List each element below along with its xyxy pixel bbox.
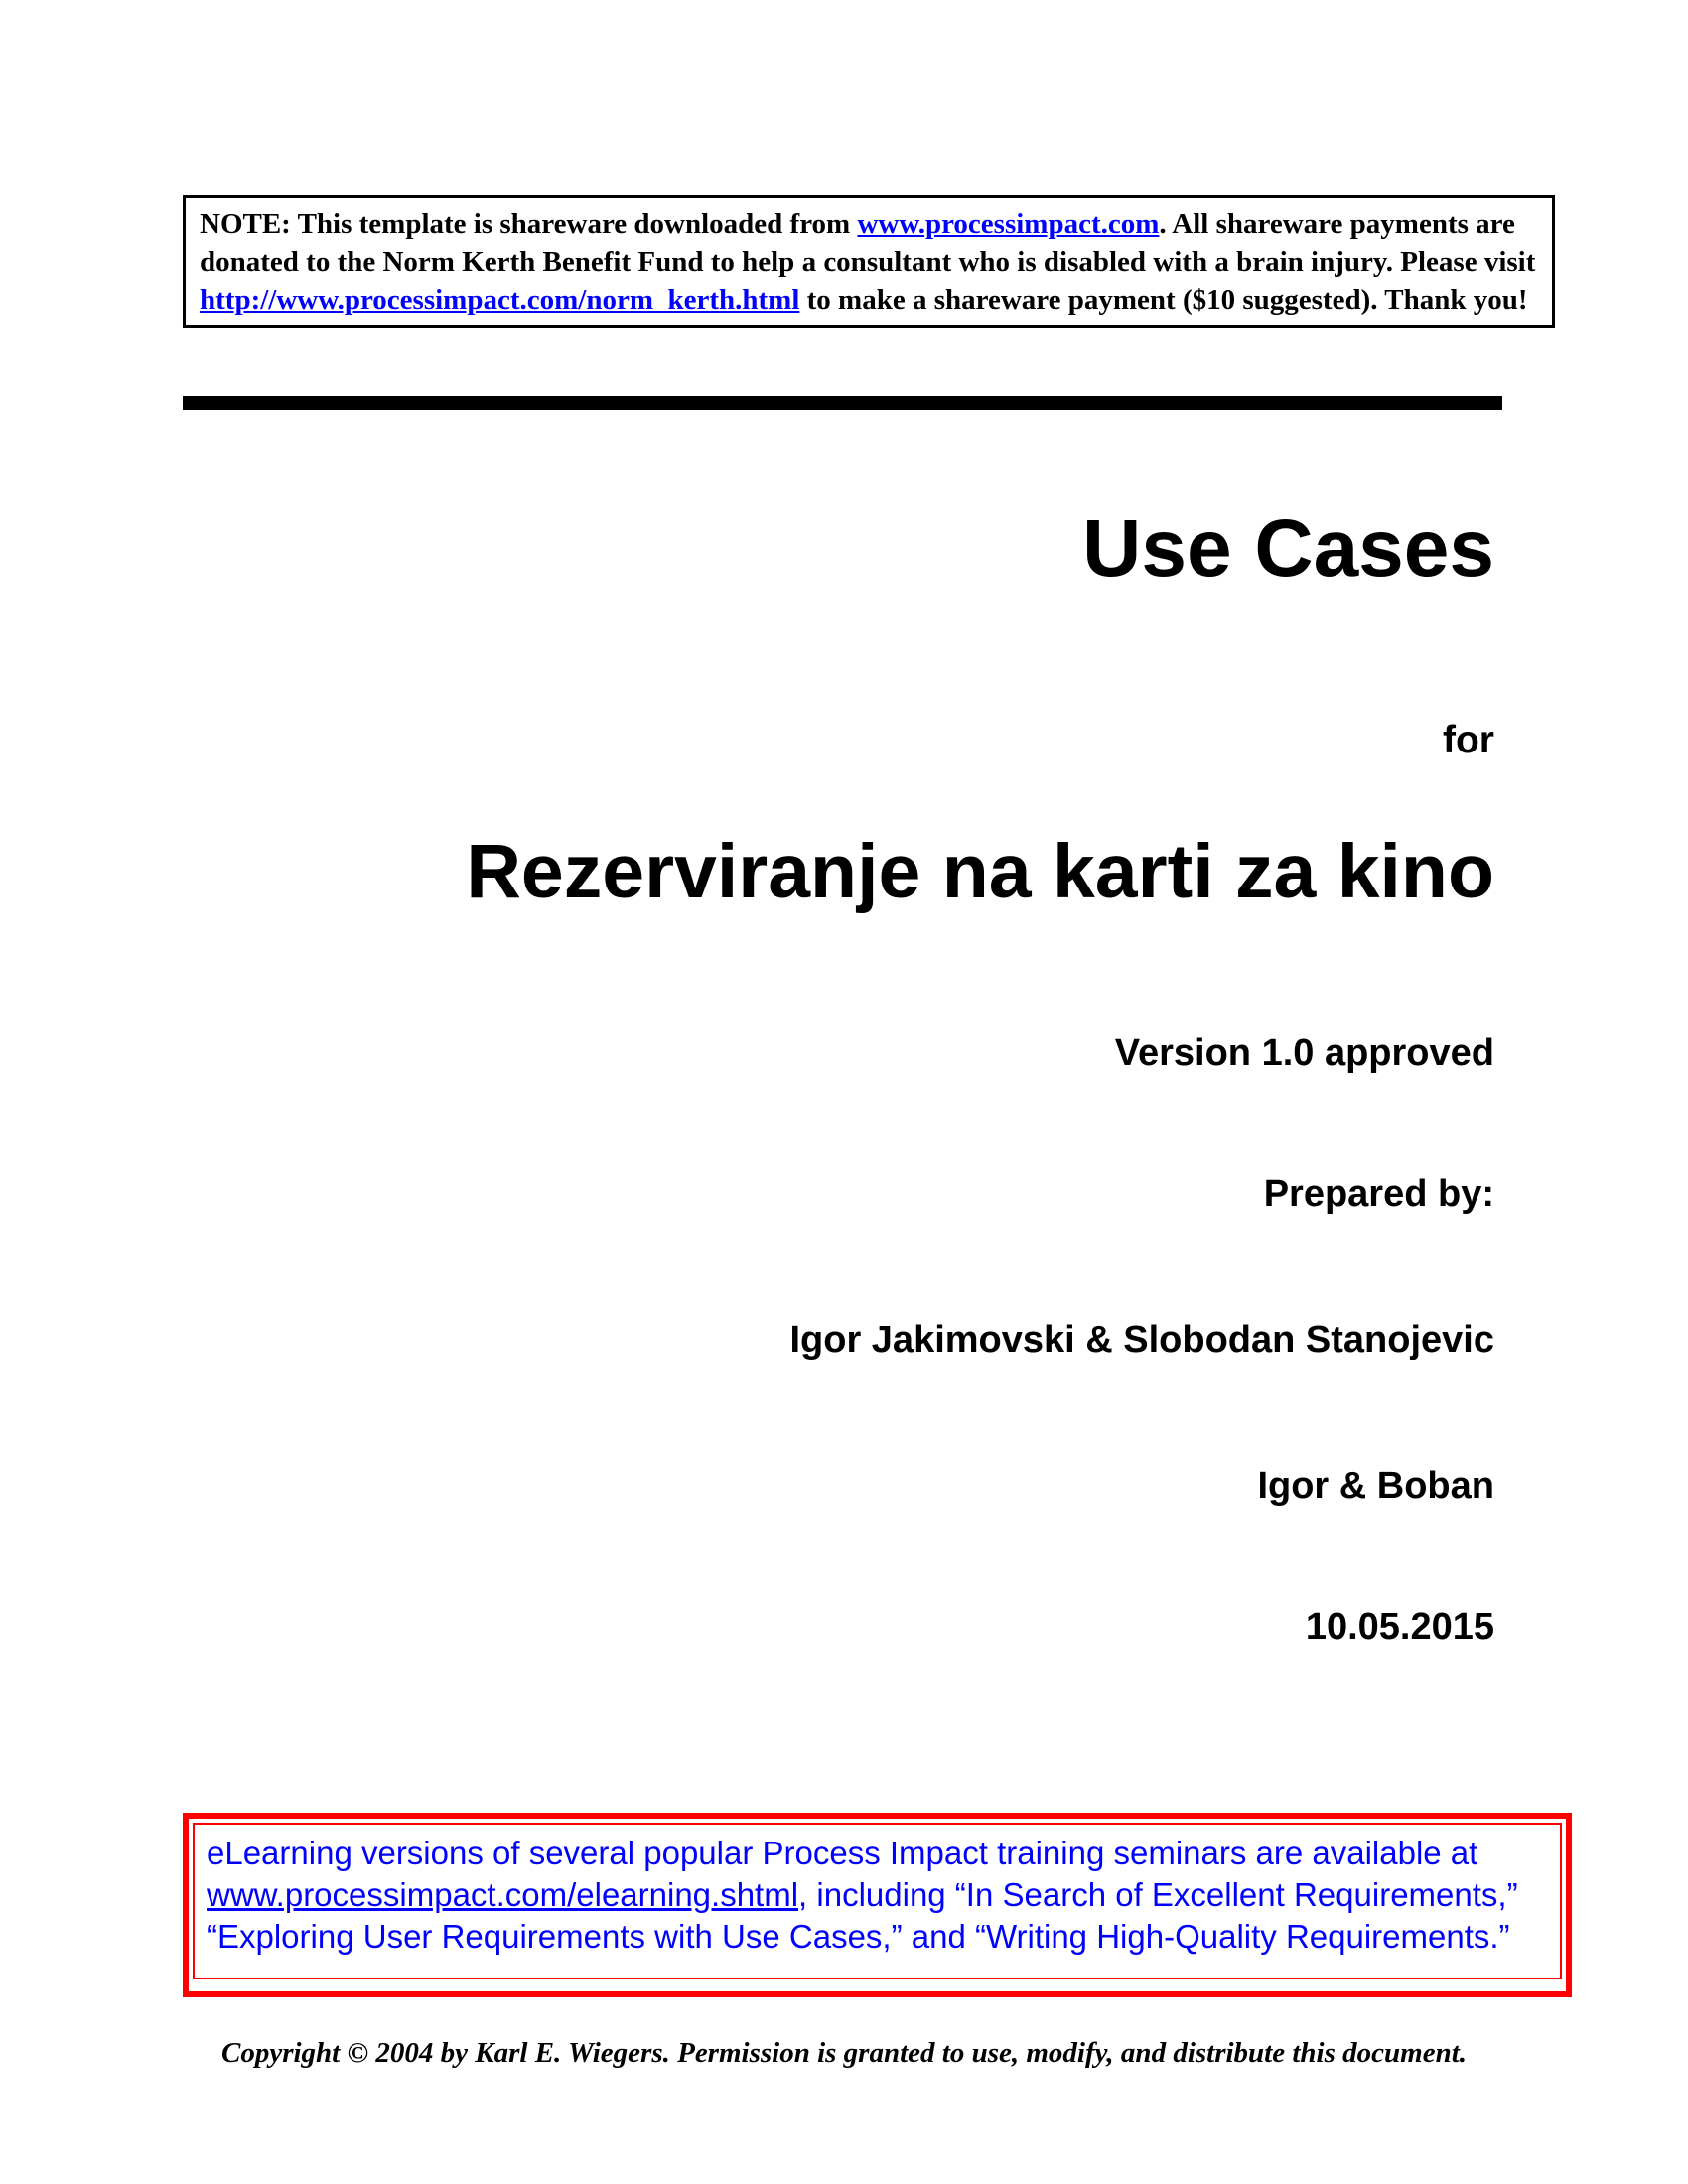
document-date: 10.05.2015	[1305, 1606, 1494, 1648]
note-text: . All shareware	[1159, 208, 1343, 240]
elearning-link[interactable]: www.processimpact.com/elearning.shtml	[207, 1876, 799, 1913]
elearning-line-1: eLearning versions of several popular Process Impact training seminars are available at	[207, 1835, 1478, 1871]
elearning-line-2	[207, 1874, 1548, 1916]
note-text: payments are donated to the Norm Kerth Benefit Fund to help a consultant who is disabled with a	[200, 208, 1515, 278]
note-text: to make a shareware	[799, 284, 1061, 316]
for-label: for	[1443, 719, 1494, 761]
elearning-promo-box	[183, 1813, 1572, 1997]
note-text: brain injury. Please visit	[1236, 246, 1536, 278]
copyright-notice: Copyright © 2004 by Karl E. Wiegers. Permission is granted to use, modify, and distribute this document.	[220, 2037, 1468, 2069]
elearning-line-2-rest: , including “In Search of Excellent Requirements,”	[798, 1876, 1518, 1913]
document-type-title: Use Cases	[1082, 503, 1494, 594]
note-text: payment ($10 suggested). Thank you!	[1067, 284, 1528, 316]
elearning-line-3: “Exploring User Requirements with Use Cases,” and “Writing High-Quality Requirements.”	[207, 1918, 1510, 1955]
version-label: Version 1.0 approved	[1114, 1032, 1494, 1074]
elearning-promo-text	[193, 1823, 1562, 1979]
product-name-title: Rezerviranje na karti za kino	[466, 829, 1494, 914]
authors-names: Igor Jakimovski & Slobodan Stanojevic	[789, 1319, 1494, 1361]
prepared-by-label: Prepared by:	[1263, 1173, 1494, 1215]
norm-kerth-link[interactable]: http://www.processimpact.com/norm_kerth.html	[200, 284, 800, 316]
shareware-note-box	[183, 195, 1555, 328]
organization-name: Igor & Boban	[1257, 1465, 1494, 1507]
title-separator-rule	[183, 396, 1502, 410]
note-text: NOTE: This template is shareware downloaded from	[200, 208, 858, 240]
processimpact-link[interactable]: www.processimpact.com	[857, 208, 1160, 240]
